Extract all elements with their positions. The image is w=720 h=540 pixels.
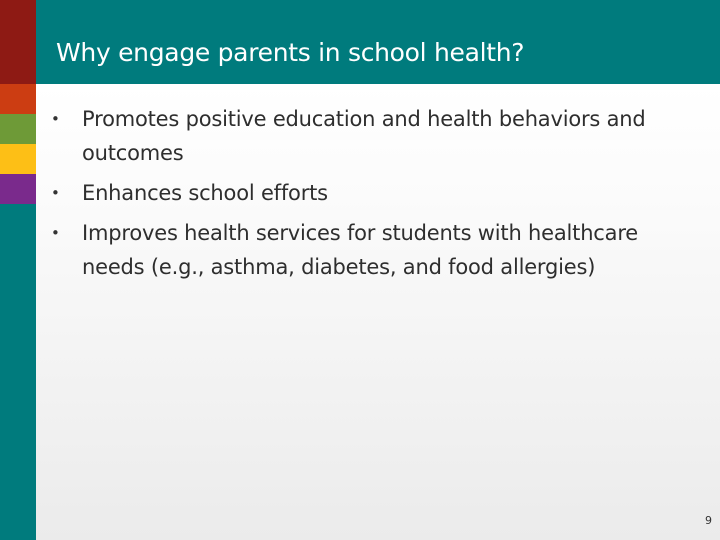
bullet-item [36,176,686,210]
sidebar [0,0,36,540]
stripe-teal [0,204,36,540]
stripe-green [0,114,36,144]
stripe-dark-red [0,0,36,84]
bullet-item [36,102,686,170]
bullet-text: Improves health services for students with healthcare needs (e.g., asthma, diabetes, and food allergies) [82,221,639,279]
bullet-dot-icon: • [51,110,60,128]
bullet-text: Enhances school efforts [82,181,328,205]
bullet-dot-icon: • [51,224,60,242]
bullet-text: Promotes positive education and health behaviors and outcomes [82,107,646,165]
bullet-dot-icon: • [51,184,60,202]
stripe-yellow [0,144,36,174]
slide-title: Why engage parents in school health? [56,38,525,67]
stripe-red [0,84,36,114]
bullet-item [36,216,686,284]
bullet-list [36,102,686,290]
page-number: 9 [705,514,712,527]
title-bar [36,0,720,84]
stripe-purple [0,174,36,204]
content-area [36,84,720,540]
